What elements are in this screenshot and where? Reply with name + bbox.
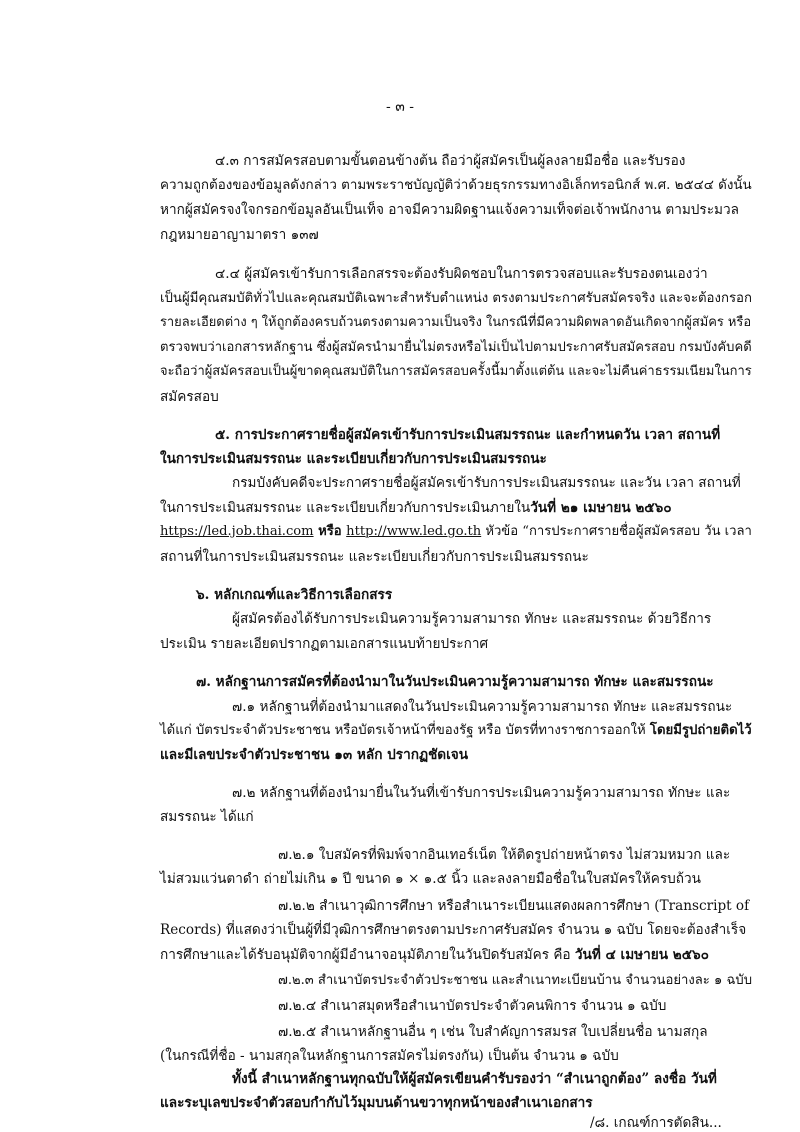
sec-5-line-4: สถานที่ในการประเมินสมรรถนะ และระเบียบเกี่ยวกับการประเมินสมรรถนะ bbox=[160, 549, 589, 565]
sec-5-line-3 bbox=[160, 523, 752, 541]
sec-7-2-3-line: ๗.๒.๓ สำเนาบัตรประจำตัวประชาชน และสำเนาทะเบียนบ้าน จำนวนอย่างละ ๑ ฉบับ bbox=[278, 973, 753, 988]
sec-7-1-line-3: และมีเลขประจำตัวประชาชน ๑๓ หลัก ปรากฏชัดเจน bbox=[160, 747, 469, 763]
led-job-link[interactable]: https://led.job.thai.com bbox=[160, 524, 314, 539]
sec-4-3-line-3: หากผู้สมัครจงใจกรอกข้อมูลอันเป็นเท็จ อาจมีความผิดฐานแจ้งความเท็จต่อเจ้าพนักงาน ตามประมวล bbox=[160, 202, 739, 218]
page-number: - ๓ - bbox=[386, 99, 414, 115]
sec-4-4-line-3: รายละเอียดต่าง ๆ ให้ถูกต้องครบถ้วนตรงตามความเป็นจริง ในกรณีที่มีความผิดพลาดอันเกิดจากผู้สมัคร หรือ bbox=[160, 315, 752, 330]
sec-7-2-2-line-3 bbox=[160, 946, 709, 964]
sec-4-4-line-4: ตรวจพบว่าเอกสารหลักฐาน ซึ่งผู้สมัครนำมายื่นไม่ตรงหรือไม่เป็นไปตามประกาศรับสมัครสอบ กรมบังคับคดี bbox=[160, 340, 752, 355]
note-line-1: ทั้งนี้ สำเนาหลักฐานทุกฉบับให้ผู้สมัครเขียนคำรับรองว่า “สำเนาถูกต้อง” ลงชื่อ วันที่ bbox=[232, 1071, 717, 1087]
sec-7-2-2-line-2: Records) ที่แสดงว่าเป็นผู้ที่มีวุฒิการศึกษาตรงตามประกาศรับสมัคร จำนวน ๑ ฉบับ โดยจะต้องสำเร็จ bbox=[160, 922, 747, 938]
sec-7-1-line-2-bold: โดยมีรูปถ่ายติดไว้ bbox=[649, 723, 752, 738]
sec-7-2-5-line-2: (ในกรณีที่ชื่อ - นามสกุลในหลักฐานการสมัครไม่ตรงกัน) เป็นต้น จำนวน ๑ ฉบับ bbox=[160, 1048, 619, 1064]
sec-7-2-2-line-3-text: การศึกษาและได้รับอนุมัติจากผู้มีอำนาจอนุมัติภายในวันปิดรับสมัคร คือ bbox=[160, 947, 575, 963]
sec-7-2-line-1: ๗.๒ หลักฐานที่ต้องนำมายื่นในวันที่เข้ารับการประเมินความรู้ความสามารถ ทักษะ และ bbox=[232, 785, 731, 801]
sec-5-heading-2: ในการประเมินสมรรถนะ และระเบียบเกี่ยวกับการประเมินสมรรถนะ bbox=[160, 451, 547, 467]
or-text: หรือ bbox=[313, 524, 347, 539]
sec-5-heading-1: ๕. การประกาศรายชื่อผู้สมัครเข้ารับการประเมินสมรรถนะ และกำหนดวัน เวลา สถานที่ bbox=[215, 427, 721, 443]
sec-4-4-line-6: สมัครสอบ bbox=[160, 389, 219, 405]
sec-7-1-line-1: ๗.๑ หลักฐานที่ต้องนำมาแสดงในวันประเมินความรู้ความสามารถ ทักษะ และสมรรถนะ bbox=[232, 699, 733, 715]
sec-4-4-line-2: เป็นผู้มีคุณสมบัติทั่วไปและคุณสมบัติเฉพาะสำหรับตำแหน่ง ตรงตามประกาศรับสมัครจริง และจะต้องกรอก bbox=[160, 291, 752, 306]
sec-7-heading: ๗. หลักฐานการสมัครที่ต้องนำมาในวันประเมินความรู้ความสามารถ ทักษะ และสมรรถนะ bbox=[196, 674, 714, 690]
led-go-link[interactable]: http://www.led.go.th bbox=[346, 524, 482, 539]
sec-5-line-2 bbox=[160, 499, 672, 517]
note-line-2: และระบุเลขประจำตัวสอบกำกับไว้มุมบนด้านขวาทุกหน้าของสำเนาเอกสาร bbox=[160, 1095, 593, 1111]
sec-5-line-2-text: ในการประเมินสมรรถนะ และระเบียบเกี่ยวกับการประเมินภายใน bbox=[160, 500, 531, 516]
sec-7-2-2-line-1: ๗.๒.๒ สำเนาวุฒิการศึกษา หรือสำเนาระเบียนแสดงผลการศึกษา (Transcript of bbox=[278, 898, 750, 914]
sec-6-line-1: ผู้สมัครต้องได้รับการประเมินความรู้ความสามารถ ทักษะ และสมรรถนะ ด้วยวิธีการ bbox=[232, 611, 712, 627]
sec-7-2-1-line-1: ๗.๒.๑ ใบสมัครที่พิมพ์จากอินเทอร์เน็ต ให้ติดรูปถ่ายหน้าตรง ไม่สวมหมวก และ bbox=[278, 847, 731, 863]
sec-7-2-1-line-2: ไม่สวมแว่นตาดำ ถ่ายไม่เกิน ๑ ปี ขนาด ๑ × ๑.๕ นิ้ว และลงลายมือชื่อในใบสมัครให้ครบถ้วน bbox=[160, 871, 701, 887]
sec-6-line-2: ประเมิน รายละเอียดปรากฏตามเอกสารแนบท้ายประกาศ bbox=[160, 636, 489, 652]
sec-7-2-4-line: ๗.๒.๔ สำเนาสมุดหรือสำเนาบัตรประจำตัวคนพิการ จำนวน ๑ ฉบับ bbox=[278, 998, 667, 1014]
sec-5-line-1: กรมบังคับคดีจะประกาศรายชื่อผู้สมัครเข้ารับการประเมินสมรรถนะ และวัน เวลา สถานที่ bbox=[232, 475, 741, 491]
sec-7-1-line-2-text: ได้แก่ บัตรประจำตัวประชาชน หรือบัตรเจ้าหน้าที่ของรัฐ หรือ บัตรที่ทางราชการออกให้ bbox=[160, 723, 650, 738]
sec-4-4-line-5: จะถือว่าผู้สมัครสอบเป็นผู้ขาดคุณสมบัติในการสมัครสอบครั้งนี้มาตั้งแต่ต้น และจะไม่คืนค่าธรรมเนียมในการ bbox=[160, 364, 752, 379]
closing-date: วันที่ ๔ เมษายน ๒๕๖๐ bbox=[574, 947, 709, 963]
sec-7-2-5-line-1: ๗.๒.๕ สำเนาหลักฐานอื่น ๆ เช่น ใบสำคัญการสมรส ใบเปลี่ยนชื่อ นามสกุล bbox=[278, 1024, 708, 1040]
sec-4-4-line-1: ๔.๔ ผู้สมัครเข้ารับการเลือกสรรจะต้องรับผิดชอบในการตรวจสอบและรับรองตนเองว่า bbox=[215, 266, 708, 282]
sec-7-1-line-2 bbox=[160, 722, 752, 740]
sec-4-3-line-4: กฎหมายอาญามาตรา ๑๓๗ bbox=[160, 227, 319, 243]
sec-4-3-line-1: ๔.๓ การสมัครสอบตามขั้นตอนข้างต้น ถือว่าผู้สมัครเป็นผู้ลงลายมือชื่อ และรับรอง bbox=[215, 153, 686, 169]
sec-5-line-3-text: หัวข้อ “การประกาศรายชื่อผู้สมัครสอบ วัน เวลา bbox=[481, 524, 752, 539]
sec-7-2-line-2: สมรรถนะ ได้แก่ bbox=[160, 809, 254, 825]
sec-6-heading: ๖. หลักเกณฑ์และวิธีการเลือกสรร bbox=[196, 587, 393, 603]
sec-4-3-line-2: ความถูกต้องของข้อมูลดังกล่าว ตามพระราชบัญญัติว่าด้วยธุรกรรมทางอิเล็กทรอนิกส์ พ.ศ. ๒๕๔๔ ดังนั้น bbox=[160, 178, 752, 193]
announcement-date: วันที่ ๒๑ เมษายน ๒๕๖๐ bbox=[530, 500, 672, 516]
next-page-continuation: /๘. เกณฑ์การตัดสิน... bbox=[590, 1115, 722, 1131]
